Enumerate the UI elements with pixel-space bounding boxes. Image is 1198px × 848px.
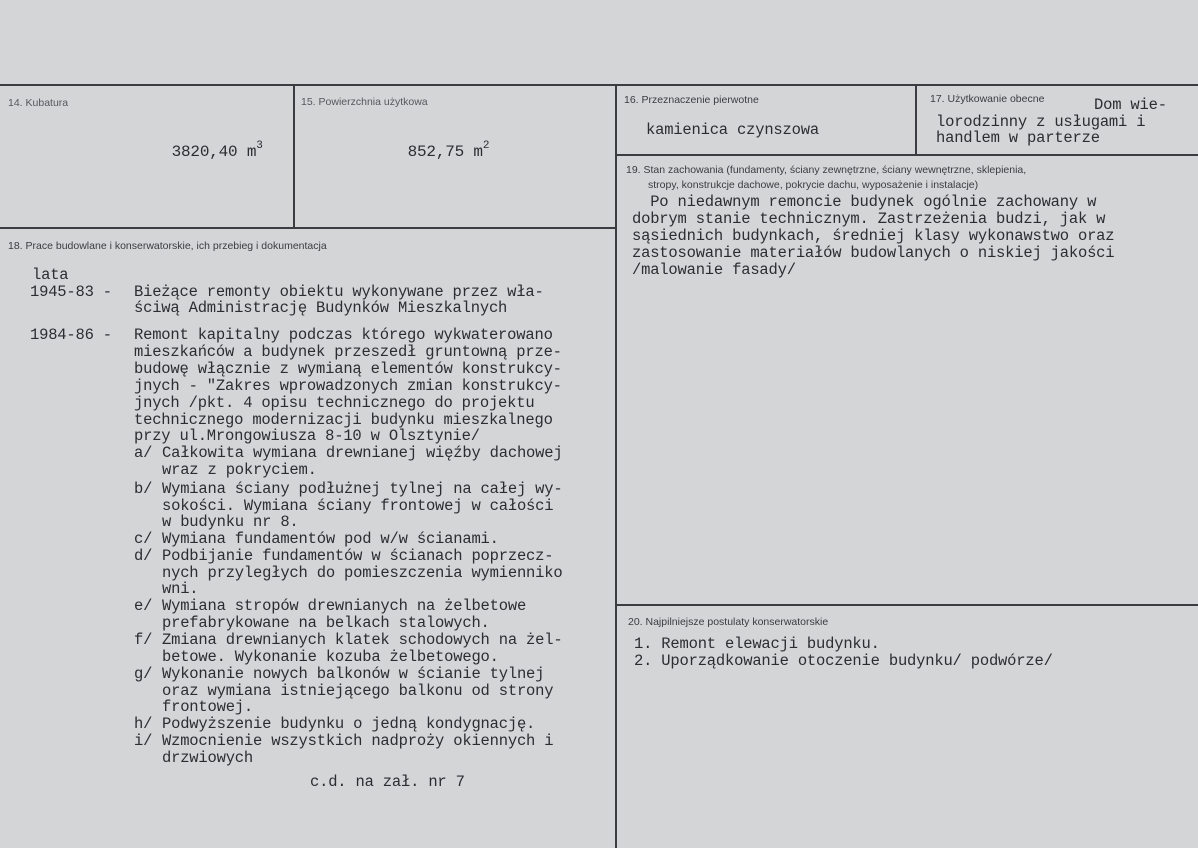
przeznaczenie-value: kamienica czynszowa [646, 121, 819, 139]
continuation-note: c.d. na zał. nr 7 [310, 773, 465, 791]
entry-years: 1945-83 - [30, 283, 112, 301]
rule-v-left [293, 84, 295, 228]
uzytkowanie-line-2: lorodzinny z usługami i [936, 113, 1146, 131]
stan-line-4: zastosowanie materiałów budowlanych o niskiej jakości [632, 244, 1115, 262]
przeznaczenie-label: 16. Przeznaczenie pierwotne [624, 94, 759, 106]
kubatura-value: 3820,40 $m^3$ [171, 139, 263, 162]
uzytkowanie-label: 17. Użytkowanie obecne [930, 93, 1045, 105]
item-line: Wzmocnienie wszystkich nadproży okiennych i [162, 732, 554, 750]
item-line: frontowej. [162, 698, 254, 716]
postulaty-label: 20. Najpilniejsze postulaty konserwatorskie [628, 616, 829, 628]
item-line: sokości. Wymiana ściany frontowej w całości [162, 497, 554, 515]
item-mark: h/ [134, 715, 153, 733]
prace-header: lata [32, 266, 69, 284]
item-line: Całkowita wymiana drewnianej więźby dachowej [162, 444, 563, 462]
entry-line: Bieżące remonty obiektu wykonywane przez wła- [134, 283, 544, 301]
entry-line: jnych - "Zakres wprowadzonych zmian konstrukcy- [134, 377, 562, 395]
item-line: betowe. Wykonanie kozuba żelbetowego. [162, 648, 499, 666]
stan-line-5: /malowanie fasady/ [632, 261, 796, 279]
item-line: Podbijanie fundamentów w ścianach poprzecz- [162, 547, 554, 565]
item-line: wni. [162, 580, 199, 598]
powierzchnia-value: 852,75 $m^2$ [407, 139, 490, 162]
entry-line: budowę włącznie z wymianą elementów konstrukcy- [134, 360, 562, 378]
stan-label-2: stropy, konstrukcje dachowe, pokrycie dachu, wyposażenie i instalacje) [648, 179, 979, 191]
item-mark: e/ [134, 597, 153, 615]
stan-line-3: sąsiednich budynkach, średniej klasy wykonawstwo oraz [632, 227, 1115, 245]
item-line: nych przyległych do pomieszczenia wymienniko [162, 564, 563, 582]
rule-lower-right [615, 604, 1198, 606]
item-mark: g/ [134, 665, 153, 683]
rule-v-center [615, 84, 617, 848]
stan-label-1: 19. Stan zachowania (fundamenty, ściany zewnętrzne, ściany wewnętrzne, sklepienia, [626, 164, 1027, 176]
item-line: oraz wymiana istniejącego balkonu od strony [162, 682, 554, 700]
item-line: wraz z pokryciem. [162, 461, 317, 479]
stan-line-2: dobrym stanie technicznym. Zastrzeżenia budzi, jak w [632, 210, 1106, 228]
entry-line: przy ul.Mrongowiusza 8-10 w Olsztynie/ [134, 427, 480, 445]
entry-line: technicznego modernizacji budynku mieszkalnego [134, 411, 553, 429]
uzytkowanie-line-3: handlem w parterze [936, 129, 1100, 147]
item-line: Wymiana fundamentów pod w/w ścianami. [162, 530, 499, 548]
item-line: drzwiowych [162, 749, 254, 767]
item-line: Zmiana drewnianych klatek schodowych na żel- [162, 631, 563, 649]
item-line: Wymiana stropów drewnianych na żelbetowe [162, 597, 527, 615]
entry-line: mieszkańców a budynek przeszedł gruntowną prze- [134, 343, 562, 361]
item-mark: a/ [134, 444, 153, 462]
entry-line: ściwą Administrację Budynków Mieszkalnych [134, 299, 508, 317]
item-line: Podwyższenie budynku o jedną kondygnację. [162, 715, 536, 733]
item-mark: d/ [134, 547, 153, 565]
item-mark: f/ [134, 631, 153, 649]
entry-years: 1984-86 - [30, 326, 112, 344]
item-line: Wykonanie nowych balkonów w ścianie tylnej [162, 665, 545, 683]
item-mark: i/ [134, 732, 153, 750]
entry-line: Remont kapitalny podczas którego wykwaterowano [134, 326, 553, 344]
prace-label: 18. Prace budowlane i konserwatorskie, ich przebieg i dokumentacja [8, 240, 327, 252]
uzytkowanie-line-1: Dom wie- [1094, 96, 1167, 114]
item-line: prefabrykowane na belkach stalowych. [162, 614, 490, 632]
stan-line-1: Po niedawnym remoncie budynek ogólnie zachowany w [632, 193, 1097, 211]
rule-v-right [915, 84, 917, 155]
rule-top [0, 84, 1198, 86]
kubatura-label: 14. Kubatura [8, 97, 69, 109]
rule-mid-left [0, 227, 615, 229]
rule-mid-right [615, 154, 1198, 156]
postulaty-line-1: 1. Remont elewacji budynku. [634, 635, 880, 653]
item-mark: c/ [134, 530, 153, 548]
postulaty-line-2: 2. Uporządkowanie otoczenie budynku/ podwórze/ [634, 652, 1053, 670]
powierzchnia-label: 15. Powierzchnia użytkowa [301, 96, 428, 108]
item-line: Wymiana ściany podłużnej tylnej na całej wy- [162, 480, 563, 498]
item-line: w budynku nr 8. [162, 513, 299, 531]
item-mark: b/ [134, 480, 153, 498]
entry-line: jnych /pkt. 4 opisu technicznego do projektu [134, 394, 535, 412]
